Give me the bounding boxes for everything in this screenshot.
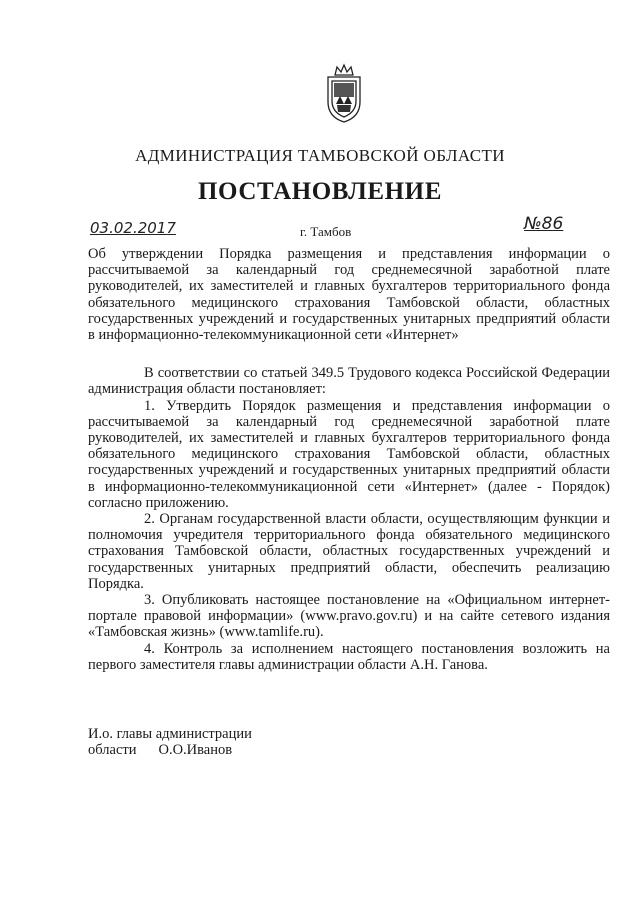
- document-subject: Об утверждении Порядка размещения и представления информации о рассчитываемой за календарный год среднемесячной заработной плате руководителей, их заместителей и главных бухгалтеров территориального фонда обязательного медицинского страхования Тамбовской области, областных государственных учреждений и государственных унитарных предприятий области в информационно-телекоммуникационной сети «Интернет»: [88, 246, 610, 344]
- document-city: г. Тамбов: [300, 224, 352, 239]
- document-number: №86: [524, 214, 564, 234]
- preamble-paragraph: В соответствии со статьей 349.5 Трудового кодекса Российской Федерации администрация области постановляет:: [88, 365, 610, 398]
- coat-of-arms-icon: [322, 60, 366, 124]
- signature-block: [88, 726, 252, 758]
- clause-3: 3. Опубликовать настоящее постановление на «Официальном интернет-портале правовой информации» (www.pravo.gov.ru) и на сайте сетевого издания «Тамбовская жизнь» (www.tamlife.ru).: [88, 592, 610, 641]
- clause-4: 4. Контроль за исполнением настоящего постановления возложить на первого заместителя главы администрации области А.Н. Ганова.: [88, 640, 610, 673]
- clause-2: 2. Органам государственной власти области, осуществляющим функции и полномочия учредителя территориального фонда обязательного медицинского страхования Тамбовской области, областных государственных учреждений и государственных унитарных предприятий области, обеспечить реализацию Порядка.: [88, 511, 610, 592]
- document-type: ПОСТАНОВЛЕНИЕ: [197, 178, 443, 205]
- signatory-name: О.О.Иванов: [158, 742, 233, 758]
- document-date: 03.02.2017: [90, 219, 176, 237]
- organization-title: АДМИНИСТРАЦИЯ ТАМБОВСКОЙ ОБЛАСТИ: [135, 146, 505, 165]
- signatory-title: И.о. главы администрации: [88, 726, 252, 742]
- document-body: [88, 246, 610, 673]
- signatory-title-cont: области: [88, 742, 137, 758]
- clause-1: 1. Утвердить Порядок размещения и представления информации о рассчитываемой за календарный год среднемесячной заработной плате руководителей, их заместителей и главных бухгалтеров территориального фонда обязательного медицинского страхования Тамбовской области, областных государственных учреждений и государственных унитарных предприятий области в информационно-телекоммуникационной сети «Интернет» (далее - Порядок) согласно приложению.: [88, 397, 610, 511]
